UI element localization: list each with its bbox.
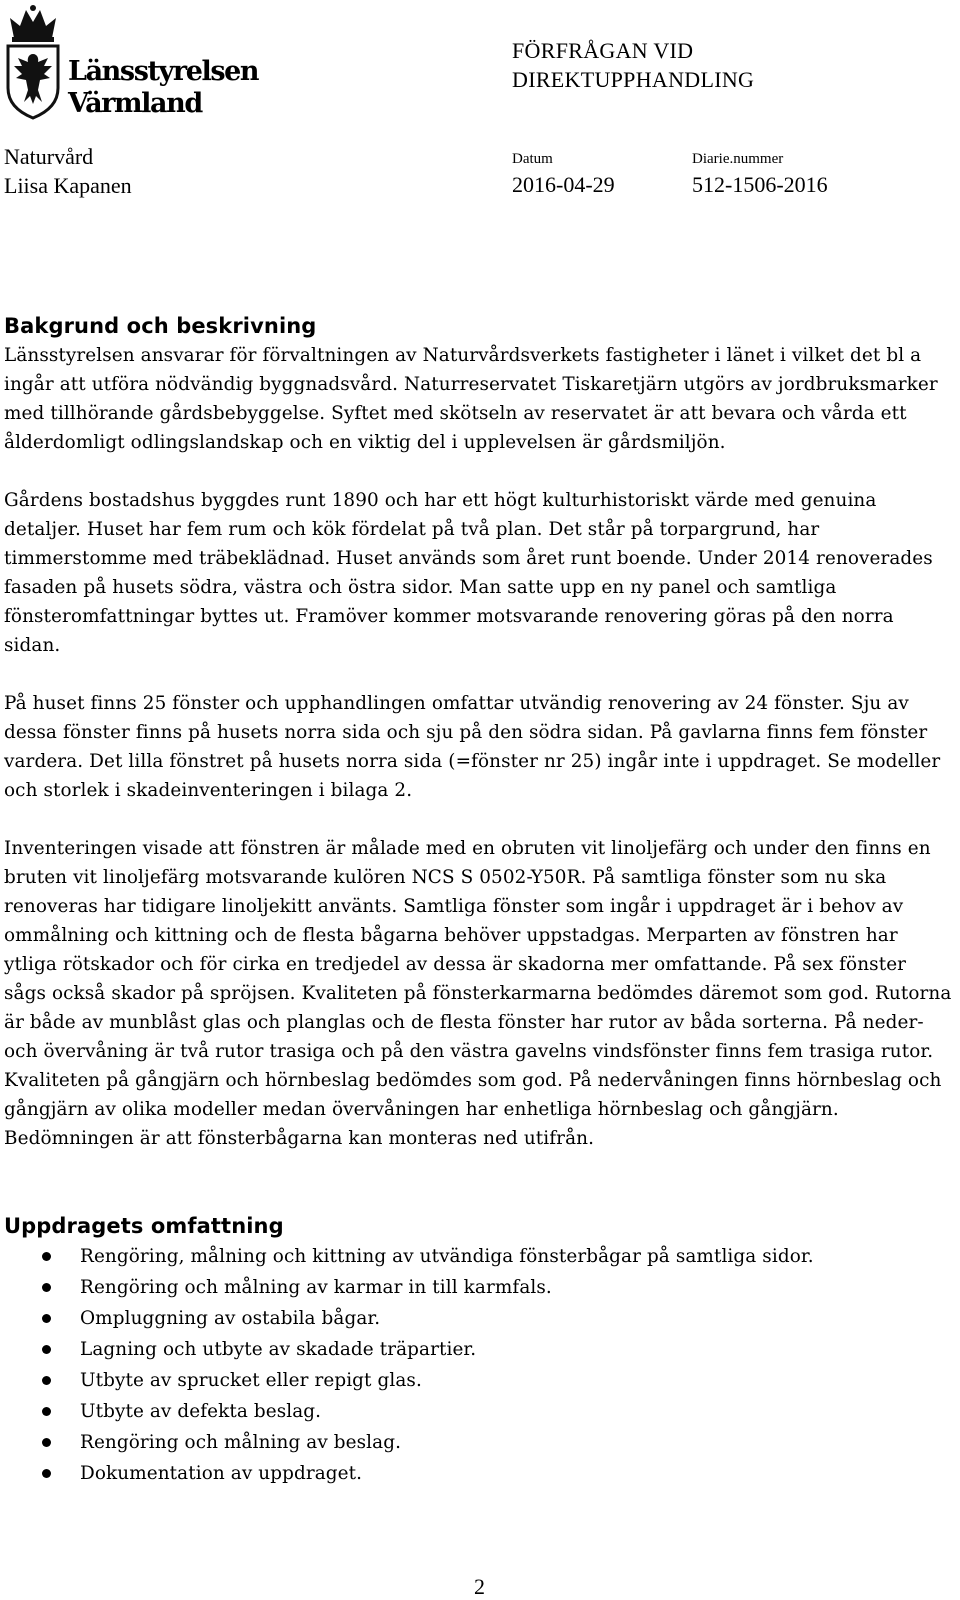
paragraph-4: Inventeringen visade att fönstren är målade med en obruten vit linoljefärg och under den finns en bruten vit linoljefärg motsvarande kulören NCS S 0502-Y50R. På samtliga fönster som nu ska renoveras har tidigare linoljekitt använts. Samtliga fönster som ingår i uppdraget är i behov av ommålning och kittning och de flesta bågarna behöver uppstadgas. Merparten av fönstren har ytliga rötskador och för cirka en tredjedel av dessa är skadorna mer omfattande. På sex fönster sågs också skador på spröjsen. Kvaliteten på fönsterkarmarna bedömdes däremot som god. Rutorna är både av munblåst glas och planglas och de flesta fönster har rutor av båda sorterna. På neder- och övervåning är två rutor trasiga och på den västra gavelns vindsfönster finns fem trasiga rutor. Kvaliteten på gångjärn och hörnbeslag bedömdes som god. På nedervåningen finns hörnbeslag och gångjärn av olika modeller medan övervåningen har enhetliga hörnbeslag och gångjärn. Bedömningen är att fönsterbågarna kan monteras ned utifrån. bbox=[4, 838, 952, 1149]
list-item-text: Dokumentation av uppdraget. bbox=[80, 1463, 363, 1484]
bullet-icon bbox=[42, 1469, 51, 1478]
date-value: 2016-04-29 bbox=[512, 172, 615, 197]
logo bbox=[4, 4, 259, 124]
paragraph-1: Länsstyrelsen ansvarar för förvaltningen av Naturvårdsverkets fastigheter i länet i vilket det bl a ingår att utföra nödvändig byggnadsvård. Naturreservatet Tiskaretjärn utgörs av jordbruksmarker med tillhörande gårdsbebyggelse. Syftet med skötseln av reservatet är att bevara och vårda ett ålderdomligt odlingslandskap och en viktig del i upplevelsen är gårdsmiljön. bbox=[4, 345, 938, 453]
list-item-text: Rengöring och målning av karmar in till karmfals. bbox=[80, 1277, 552, 1298]
list-item bbox=[4, 1303, 952, 1334]
page-number: 2 bbox=[474, 1574, 485, 1599]
bullet-icon bbox=[42, 1438, 51, 1447]
bullet-icon bbox=[42, 1376, 51, 1385]
scope-list bbox=[4, 1241, 952, 1489]
paragraph-2: Gårdens bostadshus byggdes runt 1890 och har ett högt kulturhistoriskt värde med genuina detaljer. Huset har fem rum och kök fördelat på två plan. Det står på torpargrund, har timmerstomme med träbeklädnad. Huset används som året runt boende. Under 2014 renoverades fasaden på husets södra, västra och östra sidor. Man satte upp en ny panel och samtliga fönsteromfattningar byttes ut. Framöver kommer motsvarande renovering göras på den norra sidan. bbox=[4, 490, 933, 656]
list-item bbox=[4, 1334, 952, 1365]
contact-person: Liisa Kapanen bbox=[4, 173, 132, 198]
department: Naturvård bbox=[4, 144, 94, 169]
document-body bbox=[4, 311, 952, 1489]
list-item bbox=[4, 1427, 952, 1458]
logo-text-lansstyrelsen: Länsstyrelsen bbox=[68, 56, 259, 87]
list-item-text: Ompluggning av ostabila bågar. bbox=[80, 1308, 381, 1329]
heading-bakgrund: Bakgrund och beskrivning bbox=[4, 314, 317, 338]
date-label: Datum bbox=[512, 151, 553, 167]
coat-of-arms-icon bbox=[4, 4, 62, 122]
bullet-icon bbox=[42, 1407, 51, 1416]
document-type-line2: DIREKTUPPHANDLING bbox=[512, 67, 755, 92]
list-item-text: Rengöring, målning och kittning av utvändiga fönsterbågar på samtliga sidor. bbox=[80, 1246, 814, 1267]
list-item-text: Utbyte av defekta beslag. bbox=[80, 1401, 322, 1422]
list-item-text: Utbyte av sprucket eller repigt glas. bbox=[80, 1370, 422, 1391]
list-item bbox=[4, 1272, 952, 1303]
list-item bbox=[4, 1241, 952, 1272]
document-type-line1: FÖRFRÅGAN VID bbox=[512, 38, 694, 63]
list-item-text: Rengöring och målning av beslag. bbox=[80, 1432, 402, 1453]
bullet-icon bbox=[42, 1283, 51, 1292]
bullet-icon bbox=[42, 1345, 51, 1354]
bullet-icon bbox=[42, 1314, 51, 1323]
diarie-value: 512-1506-2016 bbox=[692, 172, 828, 197]
date-block bbox=[512, 149, 615, 201]
paragraph-3: På huset finns 25 fönster och upphandlingen omfattar utvändig renovering av 24 fönster. Sju av dessa fönster finns på husets norra sida och sju på den södra sidan. På gavlarna finns fem fönster vardera. Det lilla fönstret på husets norra sida (=fönster nr 25) ingår inte i uppdraget. Se modeller och storlek i skadeinventeringen i bilaga 2. bbox=[4, 693, 941, 801]
list-item bbox=[4, 1396, 952, 1427]
diarie-label: Diarie.nummer bbox=[692, 151, 784, 167]
sender-info bbox=[4, 142, 132, 200]
diarie-block bbox=[692, 149, 828, 201]
list-item bbox=[4, 1458, 952, 1489]
list-item-text: Lagning och utbyte av skadade träpartier. bbox=[80, 1339, 477, 1360]
heading-uppdragets-omfattning: Uppdragets omfattning bbox=[4, 1214, 284, 1238]
document-type bbox=[512, 36, 754, 94]
bullet-icon bbox=[42, 1252, 51, 1261]
logo-text-varmland: Värmland bbox=[68, 88, 202, 119]
list-item bbox=[4, 1365, 952, 1396]
